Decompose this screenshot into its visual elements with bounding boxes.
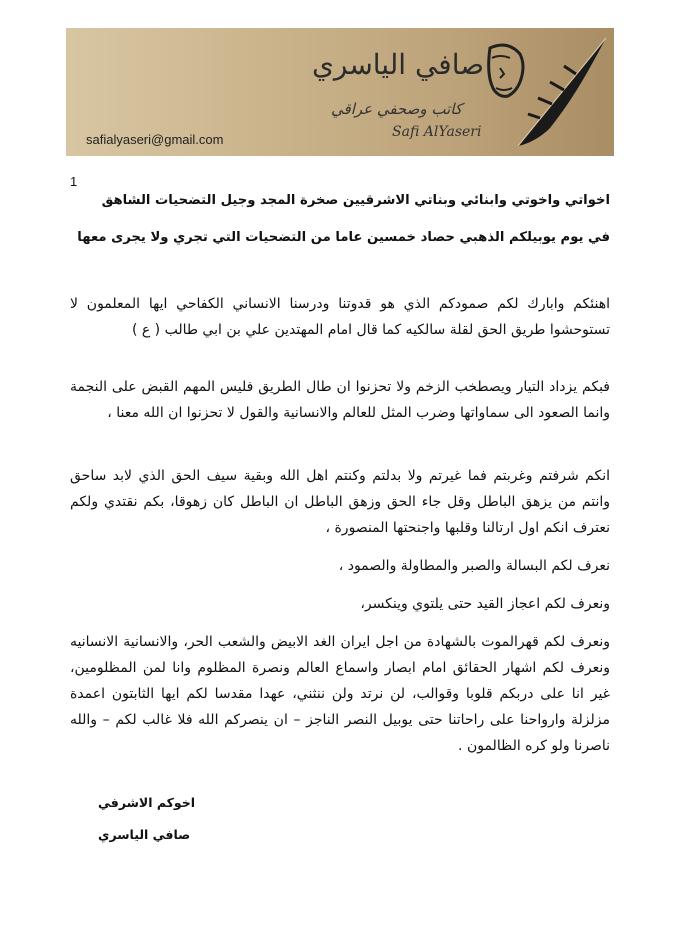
page-number: 1 [70,174,78,189]
paragraph-3: انكم شرفتم وغربتم فما غيرتم ولا بدلتم وكنتم اهل الله وبقية سيف الحق الذي لابد ساحق وانتم من يزهق الباطل وقل جاء الحق وزهق الباطل ان الباطل كان زهوقا، بكم نقتدي ولكم نعترف انكم اول ارتالنا وقلبها واجنحتها المنصورة ، [70,468,610,536]
author-name: صافي الياسري [311,48,484,81]
letterhead-banner [66,28,614,156]
paragraph-2: فبكم يزداد التيار ويصطخب الزخم ولا تحزنوا ان طال الطريق فليس المهم القبض على النجمة وانما الصعود الى سماواتها وضرب المثل للعالم والانسانية والقول لا تحزنوا ان الله معنا ، [70,379,610,421]
author-email: safialyaseri@gmail.com [86,132,224,147]
paragraph-6: ونعرف لكم قهرالموت بالشهادة من اجل ايران الغد الابيض والشعب الحر، والانسانية الانسانيه ونعرف لكم اشهار الحقائق امام ابصار واسماع العالم ونصرة المظلوم وانا لمن المظلومين، غير انا على دربكم قلوبا وقوالب، لن نرتد ولن ننثني، عهدا مقدسا لكم ايها الثابتون اعمدة مزلزلة وارواحنا على راحاتنا حتى يوبيل النصر الناجز – ان ينصركم الله فلا غالب لكم – والله ناصرنا ولو كره الظالمون . [70,634,610,754]
paragraph-4: نعرف لكم البسالة والصبر والمطاولة والصمود ، [338,558,610,574]
author-latin-name: Safi AlYaseri [392,124,482,140]
author-tagline: كاتب وصحفي عراقي [331,100,462,118]
paragraph-1: اهنئكم وابارك لكم صمودكم الذي هو قدوتنا ودرسنا الانساني الكفاحي ايها المعلمون لا تستوحشوا طريق الحق لقلة سالكيه كما قال امام المهتدين علي بن ابي طالب ( ع ) [70,296,610,338]
quill-portrait-icon [470,28,610,156]
paragraph-5: ونعرف لكم اعجاز القيد حتى يلتوي وينكسر، [360,596,610,612]
heading-line-2: في يوم يوبيلكم الذهبي حصاد خمسين عاما من التضحيات التي تجري ولا يجرى معها [77,230,610,245]
signature-line-1: اخوكم الاشرفي [98,795,196,810]
signature-line-2: صافي الياسري [98,827,191,842]
heading-line-1: اخواتي واخوتي وابنائي وبناتي الاشرقيين صخرة المجد وجيل التضحيات الشاهق [101,193,610,208]
